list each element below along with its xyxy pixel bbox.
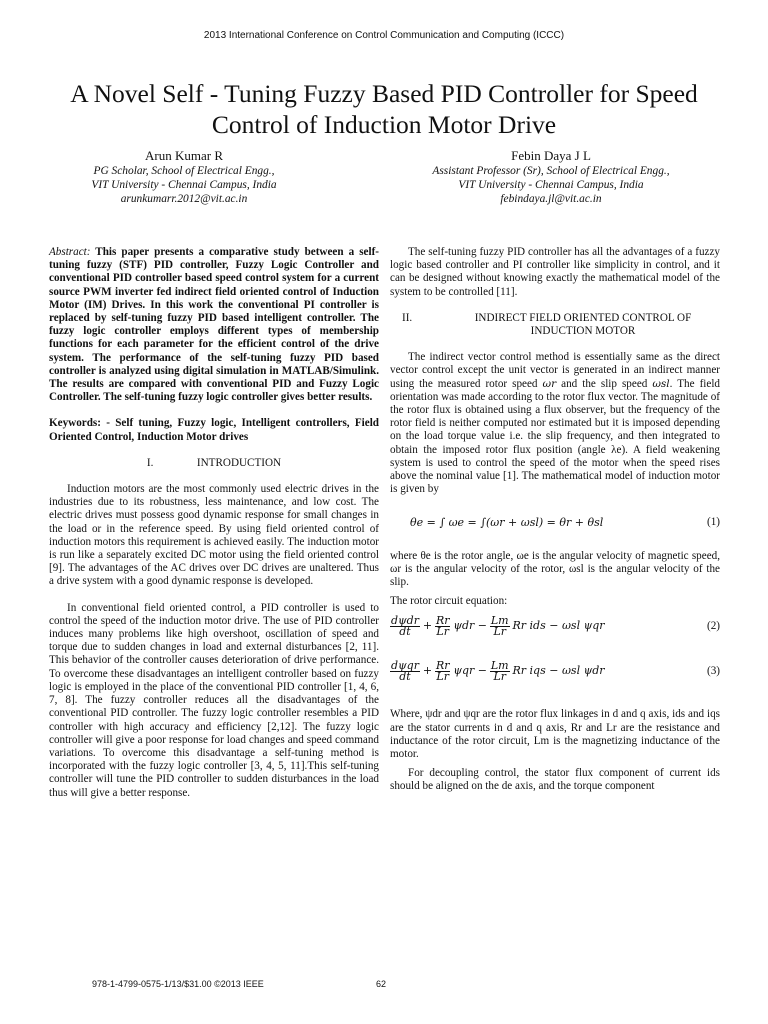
author-affiliation: VIT University - Chennai Campus, India [91, 179, 277, 191]
section-heading-ifoc [390, 312, 720, 338]
left-column [49, 246, 379, 800]
equation-body: θe = ∫ ωe = ∫(ωr + ωsl) = θr + θsl [410, 516, 604, 530]
abstract-label: Abstract: [49, 246, 91, 258]
text-run: and the slip speed [556, 377, 653, 390]
text-run: The indirect vector control method is essentially same as the direct vector control except the unit vector is generated in an indirect manner using the measured rotor speed [390, 351, 720, 390]
rotor-circuit-label: The rotor circuit equation: [390, 595, 508, 608]
text-run: . The field orientation was made according to the rotor flux vector. The magnitude of the rotor flux is obtained using a flux observer, but the frequency of the rotor field is neither computed nor estimated but it is imposed depending on the load torque value i.e. the slip frequency, and then integrated to obtain the imposed rotor flux position (angle λe). A field weakening system is used to control the speed of the motor when the speed rises above the nominal value [1]. The mathematical model of induction motor is given by [390, 377, 720, 496]
ifoc-paragraph-3: Where, ψdr and ψqr are the rotor flux linkages in d and q axis, ids and iqs are the stator currents in d and q axis, Rr and Lr are the resistance and inductance of the rotor circuit, Lm is the magnetizing inductance of the motor. [390, 708, 720, 761]
section-title: INTRODUCTION [196, 456, 282, 469]
section-number: II. [402, 311, 413, 324]
fraction: $\frac{Lm}{Lr}$ [490, 614, 509, 639]
fraction: $\frac{\text{dψqr}}{dt}$ [391, 659, 419, 684]
section-heading-introduction [49, 457, 379, 470]
author-affiliation: VIT University - Chennai Campus, India [458, 179, 644, 191]
section-title: INDIRECT FIELD ORIENTED CONTROL OF INDUCTION MOTOR [474, 311, 692, 338]
fraction: $\frac{Rr}{Lr}$ [435, 659, 450, 684]
abstract [49, 246, 379, 404]
equation-number: (1) [707, 516, 720, 529]
keywords: Keywords: - Self tuning, Fuzzy logic, Intelligent controllers, Field Oriented Control, Induction Motor drives [49, 417, 379, 443]
equation-1 [390, 516, 720, 529]
fraction: $\frac{Lm}{Lr}$ [490, 659, 509, 684]
author-role: PG Scholar, School of Electrical Engg., [93, 165, 275, 177]
author-email: febindaya.jl@vit.ac.in [500, 193, 602, 205]
abstract-text: This paper presents a comparative study between a self-tuning fuzzy (STF) PID controller, Fuzzy Logic Controller and conventional PID controller based speed control system for a current source PWM inverter fed indirect field oriented control of Induction Motor (IM) Drives. In this work the conventional PI controller is replaced by self-tuning fuzzy PID based intelligent controller. The fuzzy logic controller employs different types of membership functions for each parameter for the efficient control of the drive system. The performance of the self-tuning fuzzy PID based controller is analyzed using digital simulation in MATLAB/Simulink. The results are compared with conventional PID and Fuzzy Logic Controller. The self-tuning fuzzy logic controller gives better results. [49, 246, 379, 404]
equation-2 [390, 616, 720, 637]
fraction: $\frac{\text{dψdr}}{dt}$ [391, 614, 419, 639]
fraction: $\frac{Rr}{Lr}$ [435, 614, 450, 639]
author-block-2 [386, 148, 716, 206]
ifoc-paragraph-1 [390, 351, 720, 496]
math-omega-r: ωr [542, 377, 557, 390]
equation-body: $\frac{\text{dψqr}}{dt}$ + $\frac{Rr}{Lr}$ ψqr − $\frac{Lm}{Lr}$ Rr iqs − ωsl ψdr [391, 659, 605, 684]
author-name: Febin Daya J L [511, 148, 591, 163]
paper-title: A Novel Self - Tuning Fuzzy Based PID Controller for Speed Control of Induction Motor Drive [70, 79, 698, 139]
ifoc-paragraph-4: For decoupling control, the stator flux component of current ids should be aligned on the de axis, and the torque component [390, 767, 720, 793]
equation-number: (2) [707, 620, 720, 633]
intro-paragraph-2: In conventional field oriented control, a PID controller is used to control the speed of the induction motor drive. The use of PID controller induces many problems like high overshoot, oscillation of speed and torque due to sudden changes in load and external disturbances [2, 11]. This behavior of the controller causes deterioration of drive performance. To overcome these disadvantages an intelligent controller based on fuzzy logic is employed in the place of the conventional PID controller [1, 4, 6, 7, 8]. The fuzzy controller reduces all the disadvantages of the conventional PID controller. The fuzzy logic controller resembles a PID controller with high accuracy and efficiency [2,12]. The fuzzy logic controller will give a poor response for load changes and speed command variations. To overcome this disadvantage a self-tuning method is incorporated with the fuzzy logic controller [3, 4, 5, 11].This self-tuning controller will tune the PID controller to sudden disturbances in the load thus will give a better response. [49, 601, 379, 799]
author-role: Assistant Professor (Sr), School of Electrical Engg., [432, 165, 670, 177]
author-email: arunkumarr.2012@vit.ac.in [120, 193, 248, 205]
footer-isbn: 978-1-4799-0575-1/13/$31.00 ©2013 IEEE [92, 979, 264, 989]
equation-3 [390, 661, 720, 682]
conference-header: 2013 International Conference on Control Communication and Computing (ICCC) [203, 30, 565, 41]
author-block-1 [19, 148, 349, 206]
author-name: Arun Kumar R [145, 148, 223, 163]
right-column [390, 246, 720, 794]
intro-paragraph-3: The self-tuning fuzzy PID controller has all the advantages of a fuzzy logic based controller and PI controller like simplicity in control, and it can be designed without knowing exactly the mathematical model of the system to be controlled [11]. [390, 246, 720, 298]
equation-number: (3) [707, 665, 720, 678]
intro-paragraph-1: Induction motors are the most commonly used electric drives in the industries due to its robustness, less maintenance, and low cost. The electric drives must possess good dynamic response for small changes in the load or in the reference speed. By using field oriented control of induction motors this requirement is achieved easily. The induction motor is run like a separately excited DC motor using the field oriented control [9]. The advantages of the AC drives over DC drives are unaltered. Thus a drive system with a good dynamic response is developed. [49, 483, 379, 588]
ifoc-paragraph-2: where θe is the rotor angle, ωe is the angular velocity of magnetic speed, ωr is the angular velocity of the rotor, ωsl is the angular velocity of the slip. [390, 549, 720, 589]
section-number: I. [146, 456, 154, 469]
equation-body: $\frac{\text{dψdr}}{dt}$ + $\frac{Rr}{Lr}$ ψdr − $\frac{Lm}{Lr}$ Rr ids − ωsl ψqr [391, 614, 605, 639]
page-number: 62 [376, 979, 387, 989]
math-omega-sl: ωsl [652, 377, 670, 390]
